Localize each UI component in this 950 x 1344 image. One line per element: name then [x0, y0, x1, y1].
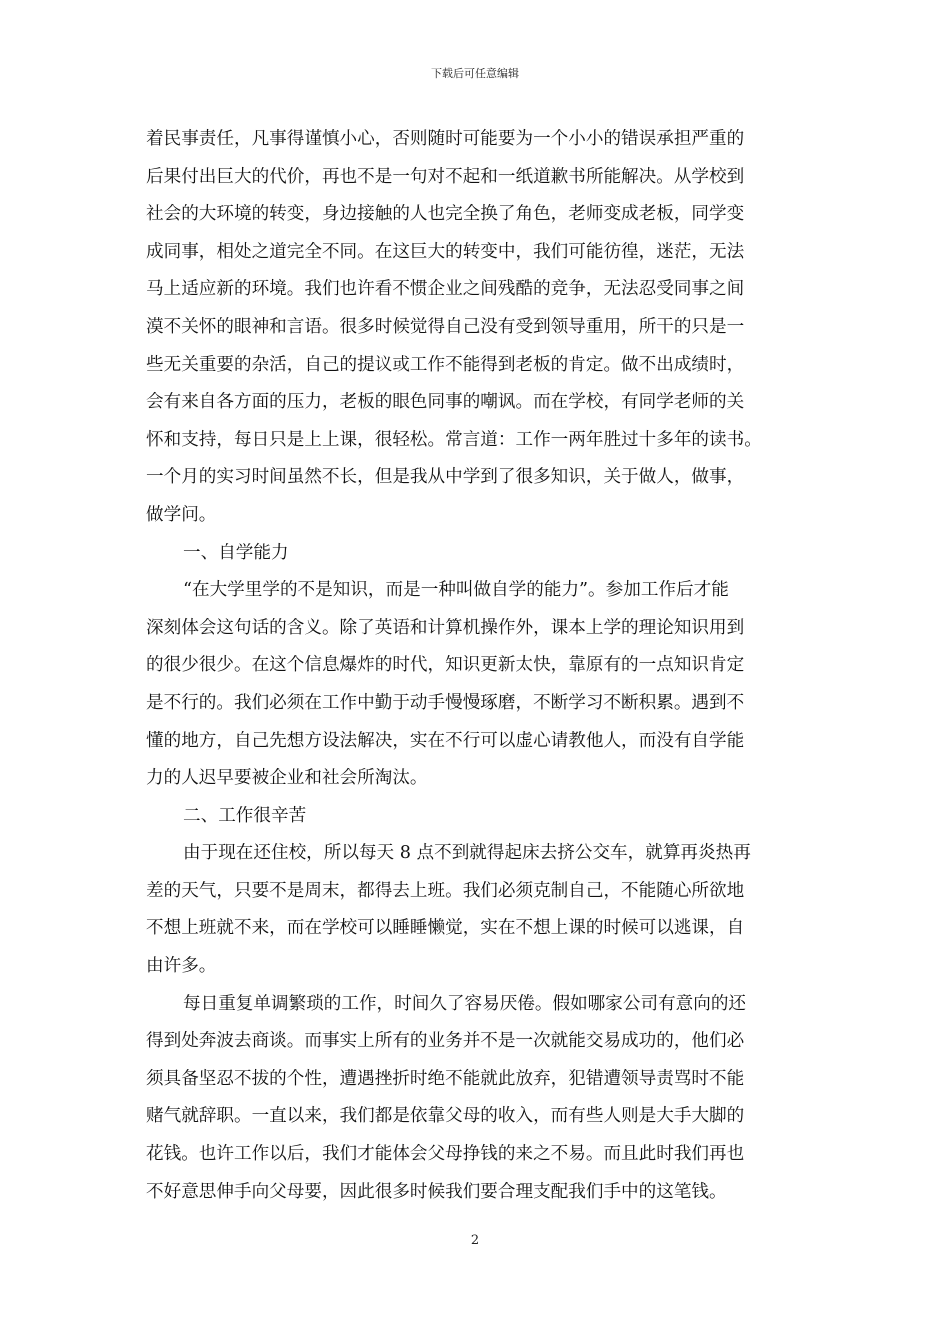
body-line: 漠不关怀的眼神和言语。很多时候觉得自己没有受到领导重用，所干的只是一: [146, 316, 745, 337]
body-line: 深刻体会这句话的含义。除了英语和计算机操作外，课本上学的理论知识用到: [146, 617, 745, 638]
body-line: 每日重复单调繁琐的工作，时间久了容易厌倦。假如哪家公司有意向的还: [183, 993, 747, 1014]
document-body: [146, 121, 808, 1211]
body-line: 马上适应新的环境。我们也许看不惯企业之间残酷的竞争，无法忍受同事之间: [146, 279, 745, 300]
page-header: 下载后可任意编辑: [431, 67, 519, 80]
body-line: 得到处奔波去商谈。而事实上所有的业务并不是一次就能交易成功的，他们必: [146, 1031, 745, 1052]
page-number: 2: [470, 1233, 480, 1248]
body-line: 由许多。: [146, 956, 217, 977]
body-line: 的很少很少。在这个信息爆炸的时代，知识更新太快，靠原有的一点知识肯定: [146, 655, 745, 676]
body-line: 不好意思伸手向父母要，因此很多时候我们要合理支配我们手中的这笔钱。: [146, 1181, 727, 1202]
body-line: 后果付出巨大的代价，再也不是一句对不起和一纸道歉书所能解决。从学校到: [146, 166, 745, 187]
body-line: 力的人迟早要被企业和社会所淘汰。: [146, 768, 428, 789]
body-line: 由于现在还住校，所以每天 8 点不到就得起床去挤公交车，就算再炎热再: [183, 843, 751, 864]
body-line: 会有来自各方面的压力，老板的眼色同事的嘲讽。而在学校，有同学老师的关: [146, 392, 745, 413]
body-line: 怀和支持，每日只是上上课，很轻松。常言道：工作一两年胜过十多年的读书。: [146, 429, 762, 450]
body-line: 差的天气，只要不是周末，都得去上班。我们必须克制自己，不能随心所欲地: [146, 880, 745, 901]
body-line: 花钱。也许工作以后，我们才能体会父母挣钱的来之不易。而且此时我们再也: [146, 1144, 745, 1165]
body-line: 成同事，相处之道完全不同。在这巨大的转变中，我们可能彷徨，迷茫，无法: [146, 241, 745, 262]
body-line: 做学问。: [146, 504, 217, 525]
body-line: 是不行的。我们必须在工作中勤于动手慢慢琢磨，不断学习不断积累。遇到不: [146, 692, 745, 713]
body-line: “在大学里学的不是知识，而是一种叫做自学的能力”。参加工作后才能: [183, 580, 729, 601]
body-line: 社会的大环境的转变，身边接触的人也完全换了角色，老师变成老板，同学变: [146, 204, 745, 225]
section-heading: 一、自学能力: [183, 542, 289, 563]
body-line: 些无关重要的杂活，自己的提议或工作不能得到老板的肯定。做不出成绩时，: [146, 354, 745, 375]
body-line: 不想上班就不来，而在学校可以睡睡懒觉，实在不想上课的时候可以逃课，自: [146, 918, 745, 939]
body-line: 赌气就辞职。一直以来，我们都是依靠父母的收入，而有些人则是大手大脚的: [146, 1106, 745, 1127]
body-line: 一个月的实习时间虽然不长，但是我从中学到了很多知识，关于做人，做事，: [146, 467, 745, 488]
body-line: 懂的地方，自己先想方设法解决，实在不行可以虚心请教他人，而没有自学能: [146, 730, 745, 751]
body-line: 着民事责任，凡事得谨慎小心，否则随时可能要为一个小小的错误承担严重的: [146, 129, 745, 149]
body-line: 须具备坚忍不拔的个性，遭遇挫折时绝不能就此放弃，犯错遭领导责骂时不能: [146, 1068, 745, 1089]
section-heading: 二、工作很辛苦: [183, 805, 307, 826]
